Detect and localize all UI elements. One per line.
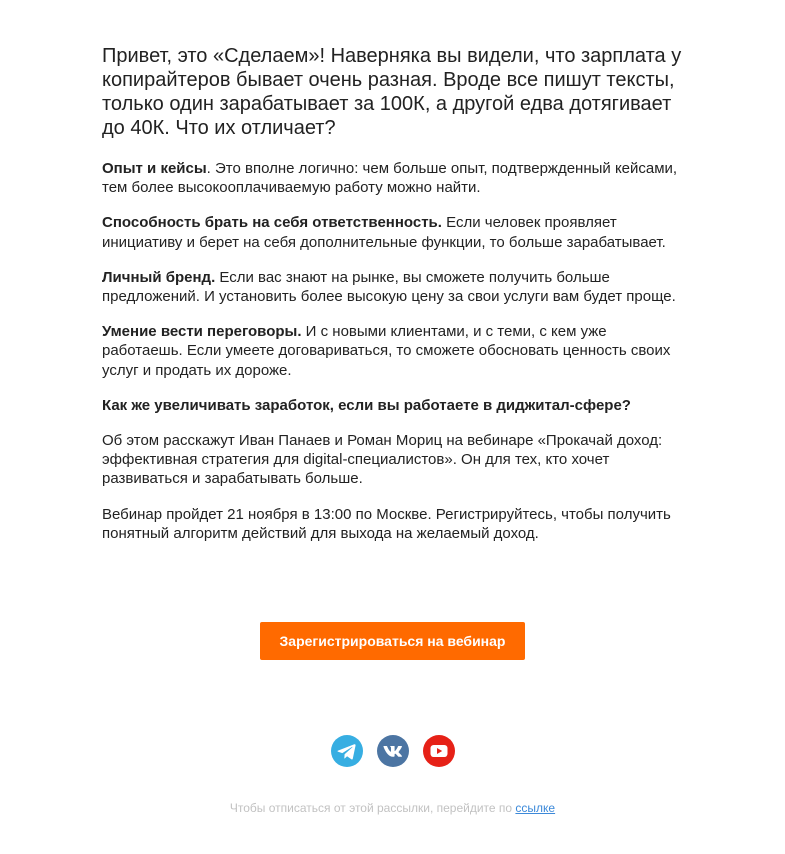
telegram-icon [331, 735, 363, 767]
cta-container [0, 622, 785, 660]
webinar-description: Об этом расскажут Иван Панаев и Роман Мориц на вебинаре «Прокачай доход: эффективная стратегия для digital-специалистов». Он для тех, кто хочет развиваться и зарабатывать больше. [102, 432, 663, 488]
intro-heading: Привет, это «Сделаем»! Наверняка вы видели, что зарплата у копирайтеров бывает очень разная. Вроде все пишут тексты, только один зарабатывает за 100К, а другой едва дотягивает до 40К. Что их отличает? [102, 45, 682, 139]
telegram-link[interactable] [331, 735, 363, 767]
question-heading [102, 396, 685, 415]
email-body [102, 44, 685, 559]
unsubscribe-link[interactable]: ссылке [515, 801, 556, 815]
vk-link[interactable] [377, 735, 409, 767]
webinar-date: Вебинар пройдет 21 ноября в 13:00 по Москве. Регистрируйтесь, чтобы получить понятный алгоритм действий для выхода на желаемый доход. [102, 505, 671, 542]
point-title: Личный бренд. [102, 268, 216, 286]
point-title: Опыт и кейсы [102, 160, 207, 177]
point-text: Если человек проявляет инициативу и берет на себя дополнительные функции, то больше зарабатывает. [102, 214, 666, 251]
point-text: Если вас знают на рынке, вы сможете получить больше предложений. И установить более высокую цену за свои услуги вам будет проще. [102, 268, 676, 306]
point-responsibility [102, 213, 685, 251]
question-text: Как же увеличивать заработок, если вы работаете в диджитал-сфере? [102, 396, 631, 414]
point-text: . Это вполне логично: чем больше опыт, подтвержденный кейсами, тем более высокооплачиваемую работу можно найти. [102, 160, 678, 197]
point-experience [102, 159, 685, 197]
vk-icon [377, 735, 409, 767]
point-title: Способность брать на себя ответственность. [102, 214, 442, 232]
social-links [0, 735, 785, 767]
point-negotiation [102, 322, 685, 380]
youtube-link[interactable] [423, 735, 455, 767]
point-text: И с новыми клиентами, и с теми, с кем уже работаешь. Если умеете договариваться, то сможете обосновать ценность своих услуг и продать их дороже. [102, 323, 671, 379]
register-webinar-button[interactable]: Зарегистрироваться на вебинар [260, 622, 526, 660]
point-personal-brand [102, 268, 685, 306]
unsubscribe-text: Чтобы отписаться от этой рассылки, перейдите по [229, 801, 516, 815]
point-title: Умение вести переговоры. [102, 323, 302, 341]
unsubscribe-footer [0, 801, 785, 815]
youtube-icon [423, 735, 455, 767]
